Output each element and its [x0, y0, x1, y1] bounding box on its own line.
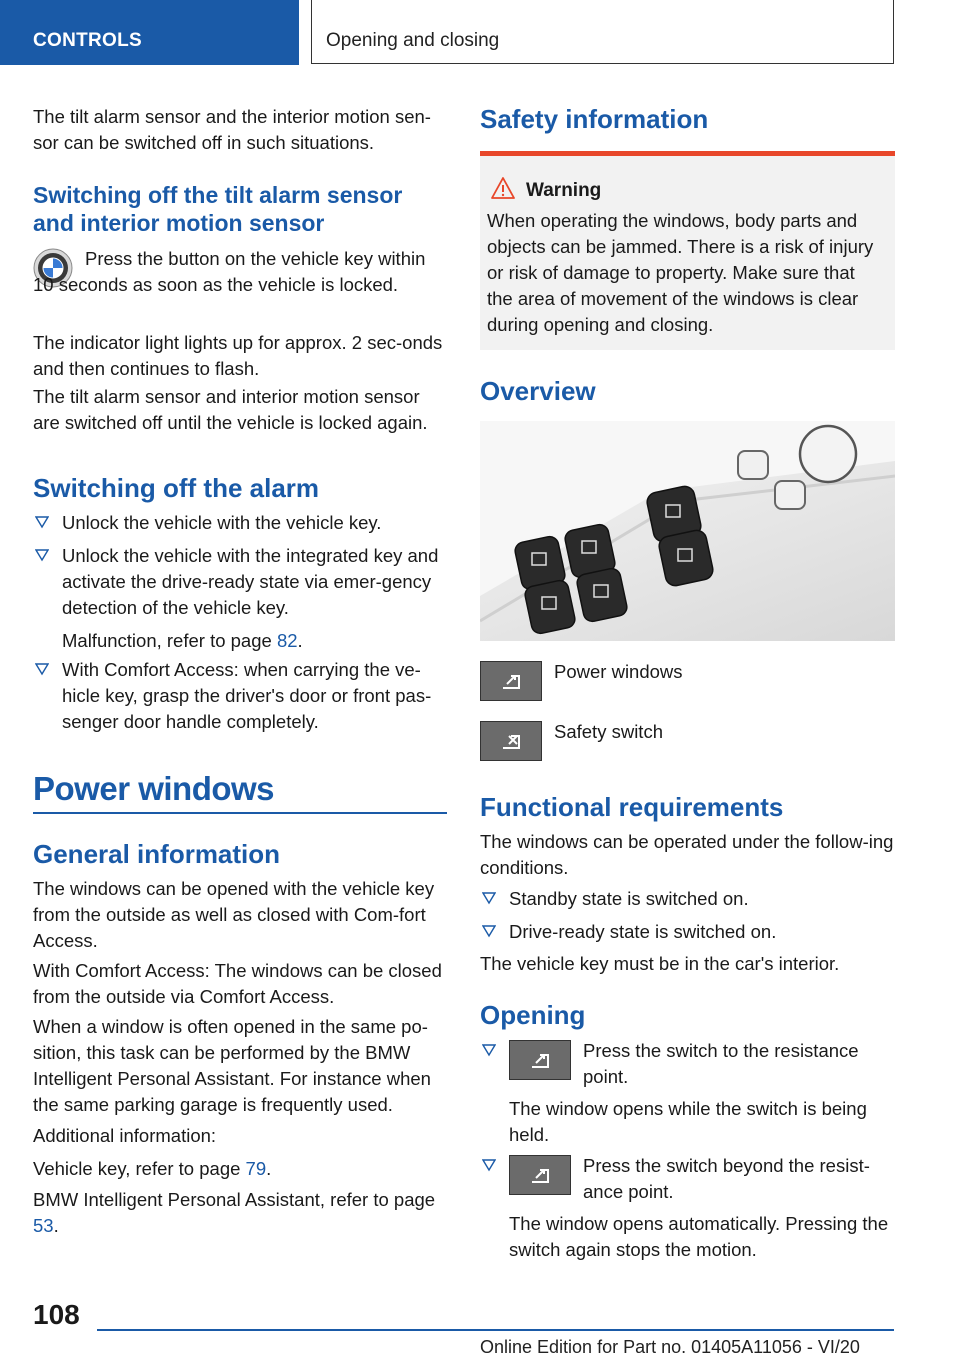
functional-note: The vehicle key must be in the car's interior. — [480, 953, 840, 974]
overview-heading: Overview — [480, 376, 596, 406]
list-item: Unlock the vehicle with the vehicle key. — [33, 510, 447, 536]
opening-action: Press the switch beyond the resist-ance point. — [583, 1155, 870, 1202]
footer-rule — [97, 1329, 894, 1331]
power-window-switch-icon — [480, 661, 542, 701]
assistant-ref: BMW Intelligent Personal Assistant, refer to page 53. — [33, 1189, 436, 1236]
power-window-switch-icon — [509, 1155, 571, 1195]
triangle-bullet-icon — [35, 515, 49, 529]
triangle-bullet-icon — [35, 662, 49, 676]
tilt-p1: Press the button on the vehicle key within 10 seconds as soon as the vehicle is locked. — [33, 248, 426, 295]
safety-heading: Safety information — [480, 104, 709, 134]
window-switches-photo — [480, 421, 895, 641]
tilt-heading: Switching off the tilt alarm sensor and interior motion sensor — [33, 182, 403, 236]
opening-result: The window opens automatically. Pressing the switch again stops the motion. — [509, 1213, 889, 1260]
section-title: CONTROLS — [33, 30, 143, 51]
intro-paragraph: The tilt alarm sensor and the interior motion sen-sor can be switched off in such situations. — [33, 106, 431, 153]
general-p3: When a window is often opened in the same po-sition, this task can be performed by the BMW Intelligent Personal Assistant. For instance when the same parking garage is frequently used. — [33, 1016, 431, 1115]
list-item: With Comfort Access: when carrying the ve-hicle key, grasp the driver's door or front pas-senger door handle completely. — [33, 657, 447, 735]
warning-text: When operating the windows, body parts and objects can be jammed. There is a risk of injury or risk of damage to property. Make sure that the area of movement of the windows is clear during opening and closing. — [487, 210, 874, 335]
list-item: Unlock the vehicle with the integrated key and activate the drive-ready state via emer-gency detection of the vehicle key. Malfunction, refer to page 82. — [33, 543, 447, 654]
vehicle-key-ref: Vehicle key, refer to page 79. — [33, 1158, 272, 1179]
list-item: Drive-ready state is switched on. — [480, 919, 895, 945]
triangle-bullet-icon — [482, 891, 496, 905]
tilt-p3: The tilt alarm sensor and interior motion sensor are switched off until the vehicle is locked again. — [33, 386, 428, 433]
chapter-header — [311, 0, 894, 64]
heading-rule — [33, 812, 447, 814]
functional-paragraph: The windows can be operated under the follow-ing conditions. — [480, 831, 894, 878]
page-number: 108 — [33, 1299, 80, 1330]
opening-heading: Opening — [480, 1000, 586, 1030]
triangle-bullet-icon — [482, 1043, 496, 1057]
functional-heading: Functional requirements — [480, 792, 784, 822]
page-link[interactable]: 53 — [33, 1215, 54, 1236]
general-p4: Additional information: — [33, 1125, 217, 1146]
warning-title: Warning — [526, 180, 602, 201]
power-window-switch-icon — [509, 1040, 571, 1080]
legend-safety-switch: Safety switch — [554, 721, 663, 742]
list-item — [480, 1038, 895, 1148]
chapter-title: Opening and closing — [326, 30, 500, 51]
tilt-p2: The indicator light lights up for approx. 2 sec-onds and then continues to flash. — [33, 332, 443, 379]
warning-triangle-icon — [490, 176, 516, 200]
triangle-bullet-icon — [482, 924, 496, 938]
power-windows-heading: Power windows — [33, 770, 275, 807]
opening-result: The window opens while the switch is being held. — [509, 1098, 867, 1145]
warning-box — [480, 151, 895, 350]
general-p2: With Comfort Access: The windows can be closed from the outside via Comfort Access. — [33, 960, 442, 1007]
list-item — [480, 1153, 895, 1263]
switch-panel-image — [480, 421, 895, 641]
malfunction-ref: Malfunction, refer to page 82. — [62, 630, 303, 651]
edition-info: Online Edition for Part no. 01405A11056 - VI/20 — [480, 1337, 860, 1357]
safety-switch-icon — [480, 721, 542, 761]
triangle-bullet-icon — [35, 548, 49, 562]
opening-action: Press the switch to the resistance point. — [583, 1040, 859, 1087]
page-link[interactable]: 79 — [245, 1158, 267, 1179]
triangle-bullet-icon — [482, 1158, 496, 1172]
legend-power-windows: Power windows — [554, 661, 683, 682]
section-tab — [0, 0, 299, 65]
general-heading: General information — [33, 839, 281, 869]
alarm-heading: Switching off the alarm — [33, 473, 320, 503]
general-p1: The windows can be opened with the vehicle key from the outside as well as closed with Com-fort Access. — [33, 878, 435, 951]
page-link[interactable]: 82 — [276, 630, 298, 651]
list-item: Standby state is switched on. — [480, 886, 895, 912]
